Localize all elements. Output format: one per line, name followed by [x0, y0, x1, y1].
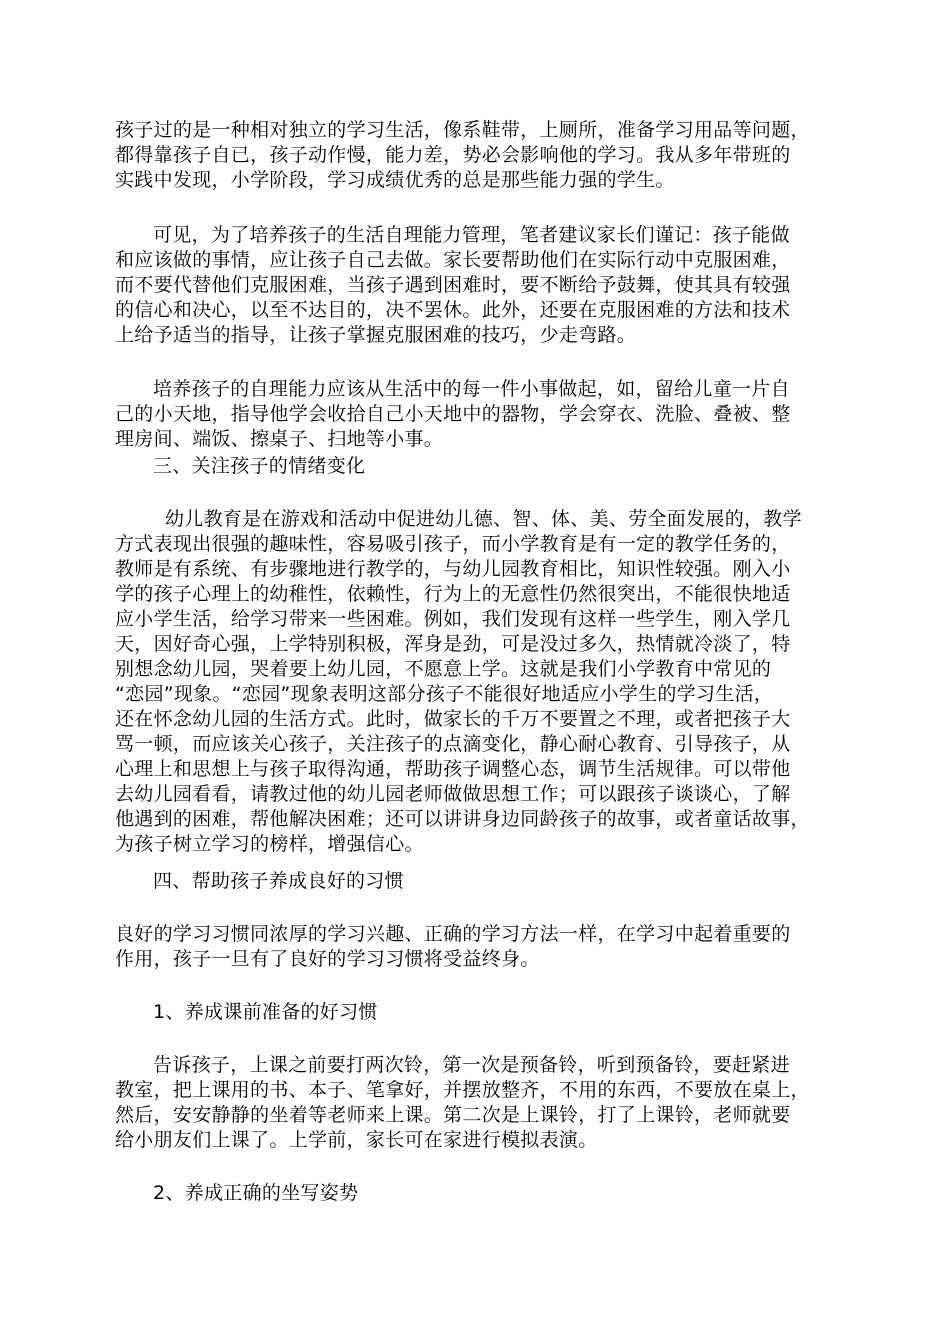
text-line: 都得靠孩子自已，孩子动作慢，能力差，势必会影响他的学习。我从多年带班的: [115, 144, 791, 166]
text-line: 心理上和思想上与孩子取得沟通，帮助孩子调整心态，调节生活规律。可以带他: [115, 758, 791, 780]
text-line: 然后，安安静静的坐着等老师来上课。第二次是上课铃，打了上课铃，老师就要: [115, 1104, 791, 1126]
text-line: 实践中发现，小学阶段，学习成绩优秀的总是那些能力强的学生。: [115, 169, 675, 191]
section-heading: 三、关注孩子的情绪变化: [153, 455, 366, 477]
heading-section-3: [115, 454, 805, 479]
text-line: “恋园”现象。“恋园”现象表明这部分孩子不能很好地适应小学生的学习生活，: [115, 683, 774, 705]
text-line: 方式表现出很强的趣味性，容易吸引孩子，而小学教育是有一定的教学任务的，: [115, 533, 791, 555]
paragraph-self-reliance-intro: [115, 118, 810, 193]
paragraph-class-prep: [115, 1053, 810, 1153]
text-line: 的信心和决心，以至不达目的，决不罢休。此外，还要在克服困难的方法和技术: [115, 299, 791, 321]
text-line: 别想念幼儿园，哭着要上幼儿园，不愿意上学。这就是我们小学教育中常见的: [115, 658, 772, 680]
text-line: 上给予适当的指导，让孩子掌握克服困难的技巧，少走弯路。: [115, 324, 637, 346]
text-line: 而不要代替他们克服困难，当孩子遇到困难时，要不断给予鼓舞，使其具有较强: [115, 274, 791, 296]
text-line: 还在怀念幼儿园的生活方式。此时，做家长的千万不要置之不理，或者把孩子大: [115, 708, 791, 730]
text-line: 他遇到的困难，帮他解决困难；还可以讲讲身边同龄孩子的故事，或者童话故事，: [115, 808, 810, 830]
text-line: 良好的学习习惯同浓厚的学习兴趣、正确的学习方法一样，在学习中起着重要的: [115, 923, 791, 945]
text-line: 培养孩子的自理能力应该从生活中的每一件小事做起，如，留给儿童一片自: [153, 378, 790, 400]
text-line: 和应该做的事情，应让孩子自己去做。家长要帮助他们在实际行动中克服困难，: [115, 249, 791, 271]
text-line: 告诉孩子，上课之前要打两次铃，第一次是预备铃，听到预备铃，要赶紧进: [153, 1054, 790, 1076]
text-line: 去幼儿园看看，请教过他的幼儿园老师做做思想工作；可以跟孩子谈谈心，了解: [115, 783, 791, 805]
text-line: 幼儿教育是在游戏和活动中促进幼儿德、智、体、美、劳全面发展的，教学: [165, 508, 802, 530]
text-line: 作用，孩子一旦有了良好的学习习惯将受益终身。: [115, 948, 540, 970]
subsection-heading: 2、养成正确的坐写姿势: [153, 1182, 359, 1204]
text-line: 孩子过的是一种相对独立的学习生活，像系鞋带，上厕所，准备学习用品等问题，: [115, 119, 810, 141]
text-line: 教室，把上课用的书、本子、笔拿好，并摆放整齐，不用的东西，不要放在桌上，: [115, 1079, 810, 1101]
heading-section-4: [115, 869, 805, 894]
text-line: 骂一顿，而应该关心孩子，关注孩子的点滴变化，静心耐心教育、引导孩子，从: [115, 733, 791, 755]
paragraph-parent-advice: [115, 223, 805, 348]
paragraph-daily-tasks: [115, 377, 805, 452]
paragraph-good-habits: [115, 922, 805, 972]
text-line: 天，因好奇心强，上学特别积极，浑身是劲，可是没过多久，热情就冷淡了，特: [115, 633, 791, 655]
text-line: 应小学生活，给学习带来一些困难。例如，我们发现有这样一些学生，刚入学几: [115, 608, 791, 630]
text-line: 给小朋友们上课了。上学前，家长可在家进行模拟表演。: [115, 1129, 598, 1151]
text-line: 教师是有系统、有步骤地进行教学的，与幼儿园教育相比，知识性较强。刚入小: [115, 558, 791, 580]
text-line: 为孩子树立学习的榜样，增强信心。: [115, 833, 424, 855]
paragraph-emotion-change: [115, 507, 810, 857]
subsection-heading: 1、养成课前准备的好习惯: [153, 1001, 378, 1023]
text-line: 学的孩子心理上的幼稚性，依赖性，行为上的无意性仍然很突出，不能很快地适: [115, 583, 791, 605]
heading-subsection-2: [115, 1181, 805, 1206]
text-line: 理房间、端饭、擦桌子、扫地等小事。: [115, 428, 444, 450]
section-heading: 四、帮助孩子养成良好的习惯: [153, 870, 404, 892]
text-line: 可见，为了培养孩子的生活自理能力管理，笔者建议家长们谨记：孩子能做: [153, 224, 790, 246]
text-line: 己的小天地，指导他学会收拾自己小天地中的器物，学会穿衣、洗脸、叠被、整: [115, 403, 791, 425]
heading-subsection-1: [115, 1000, 805, 1025]
